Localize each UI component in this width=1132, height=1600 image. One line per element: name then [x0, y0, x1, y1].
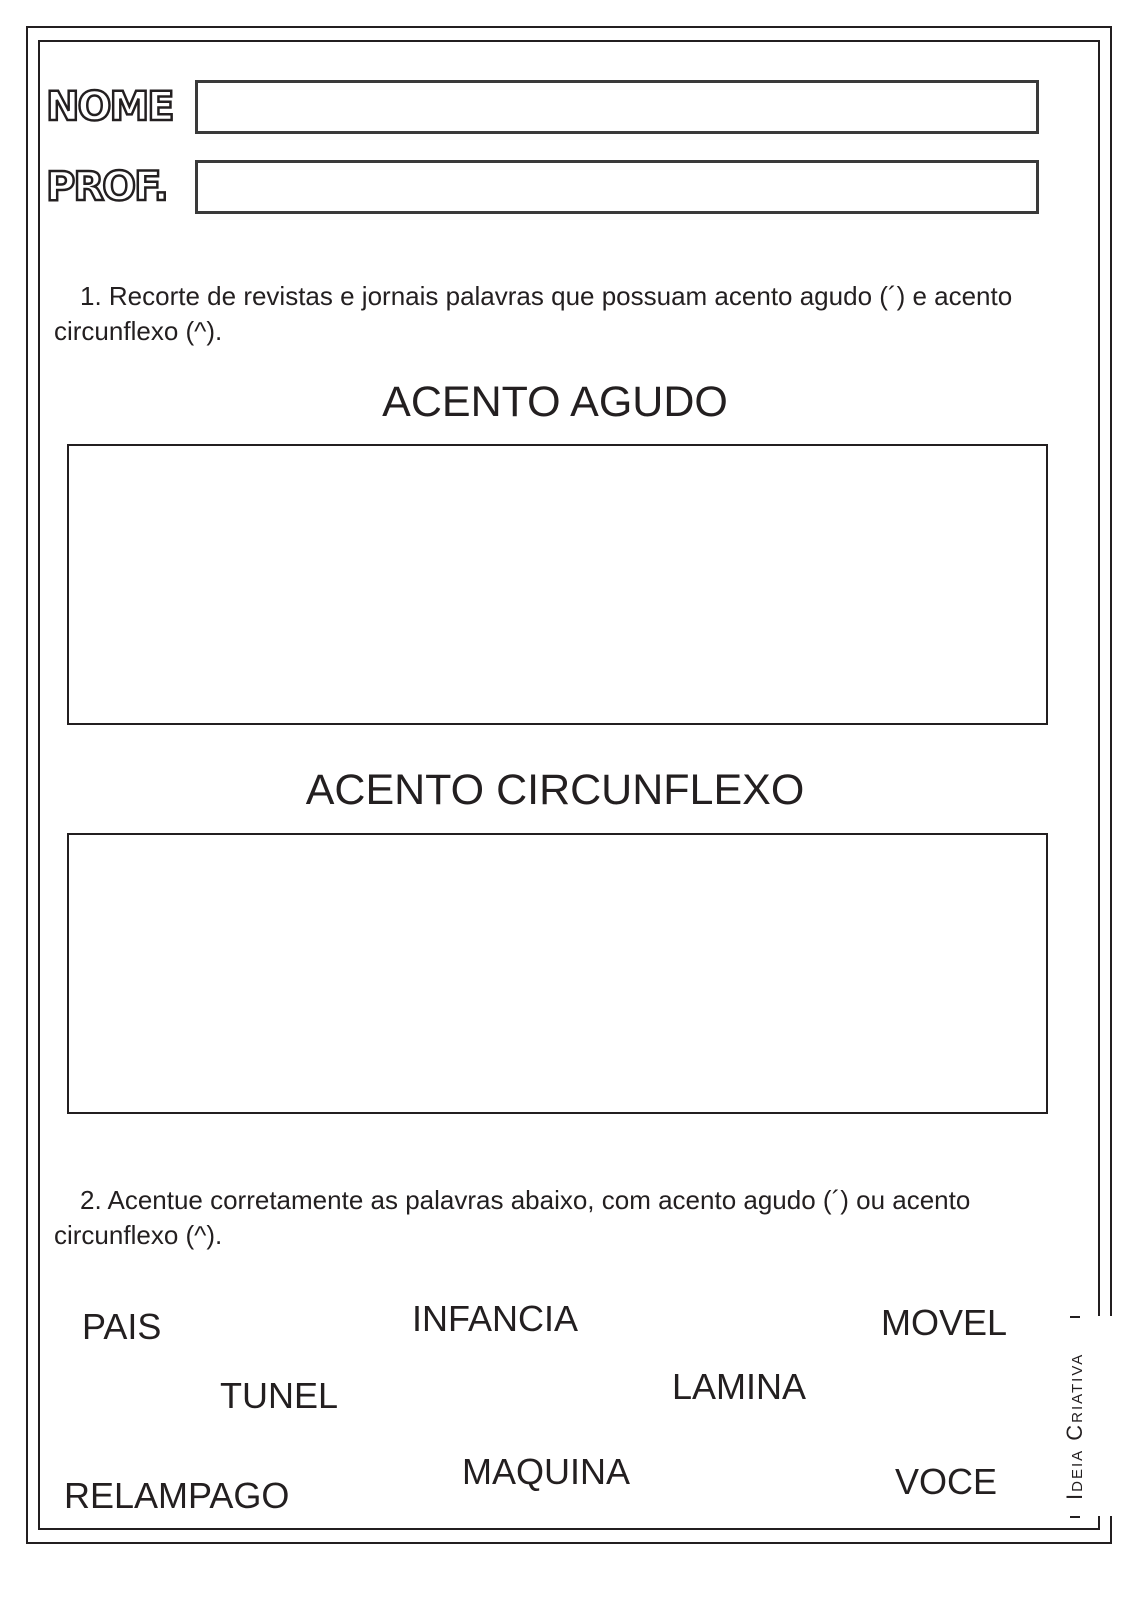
word: INFANCIA [412, 1298, 579, 1339]
agudo-paste-box [67, 444, 1048, 725]
word: RELAMPAGO [64, 1475, 290, 1516]
word: VOCE [895, 1461, 998, 1502]
name-field[interactable] [195, 80, 1039, 134]
word: MAQUINA [462, 1451, 631, 1492]
word: LAMINA [672, 1366, 807, 1407]
circunflexo-paste-box [67, 833, 1048, 1114]
question-1-text: 1. Recorte de revistas e jornais palavras que possuam acento agudo (´) e acento circunflexo (^). [54, 281, 1013, 346]
word: PAIS [82, 1306, 162, 1347]
teacher-label: PROF. [46, 164, 167, 210]
name-label: NOME [46, 84, 173, 130]
gap-cap-top [1070, 1316, 1080, 1318]
word: TUNEL [220, 1375, 339, 1416]
heading-acento-circunflexo: ACENTO CIRCUNFLEXO [305, 766, 805, 814]
heading-acento-agudo: ACENTO AGUDO [382, 378, 728, 426]
gap-cap-bottom [1070, 1516, 1080, 1518]
watermark-logo: Ideia Criativa [1062, 1352, 1087, 1500]
teacher-field[interactable] [195, 160, 1039, 214]
question-2-text: 2. Acentue corretamente as palavras abaixo, com acento agudo (´) ou acento circunflexo (^). [54, 1185, 971, 1250]
word: MOVEL [881, 1302, 1008, 1343]
